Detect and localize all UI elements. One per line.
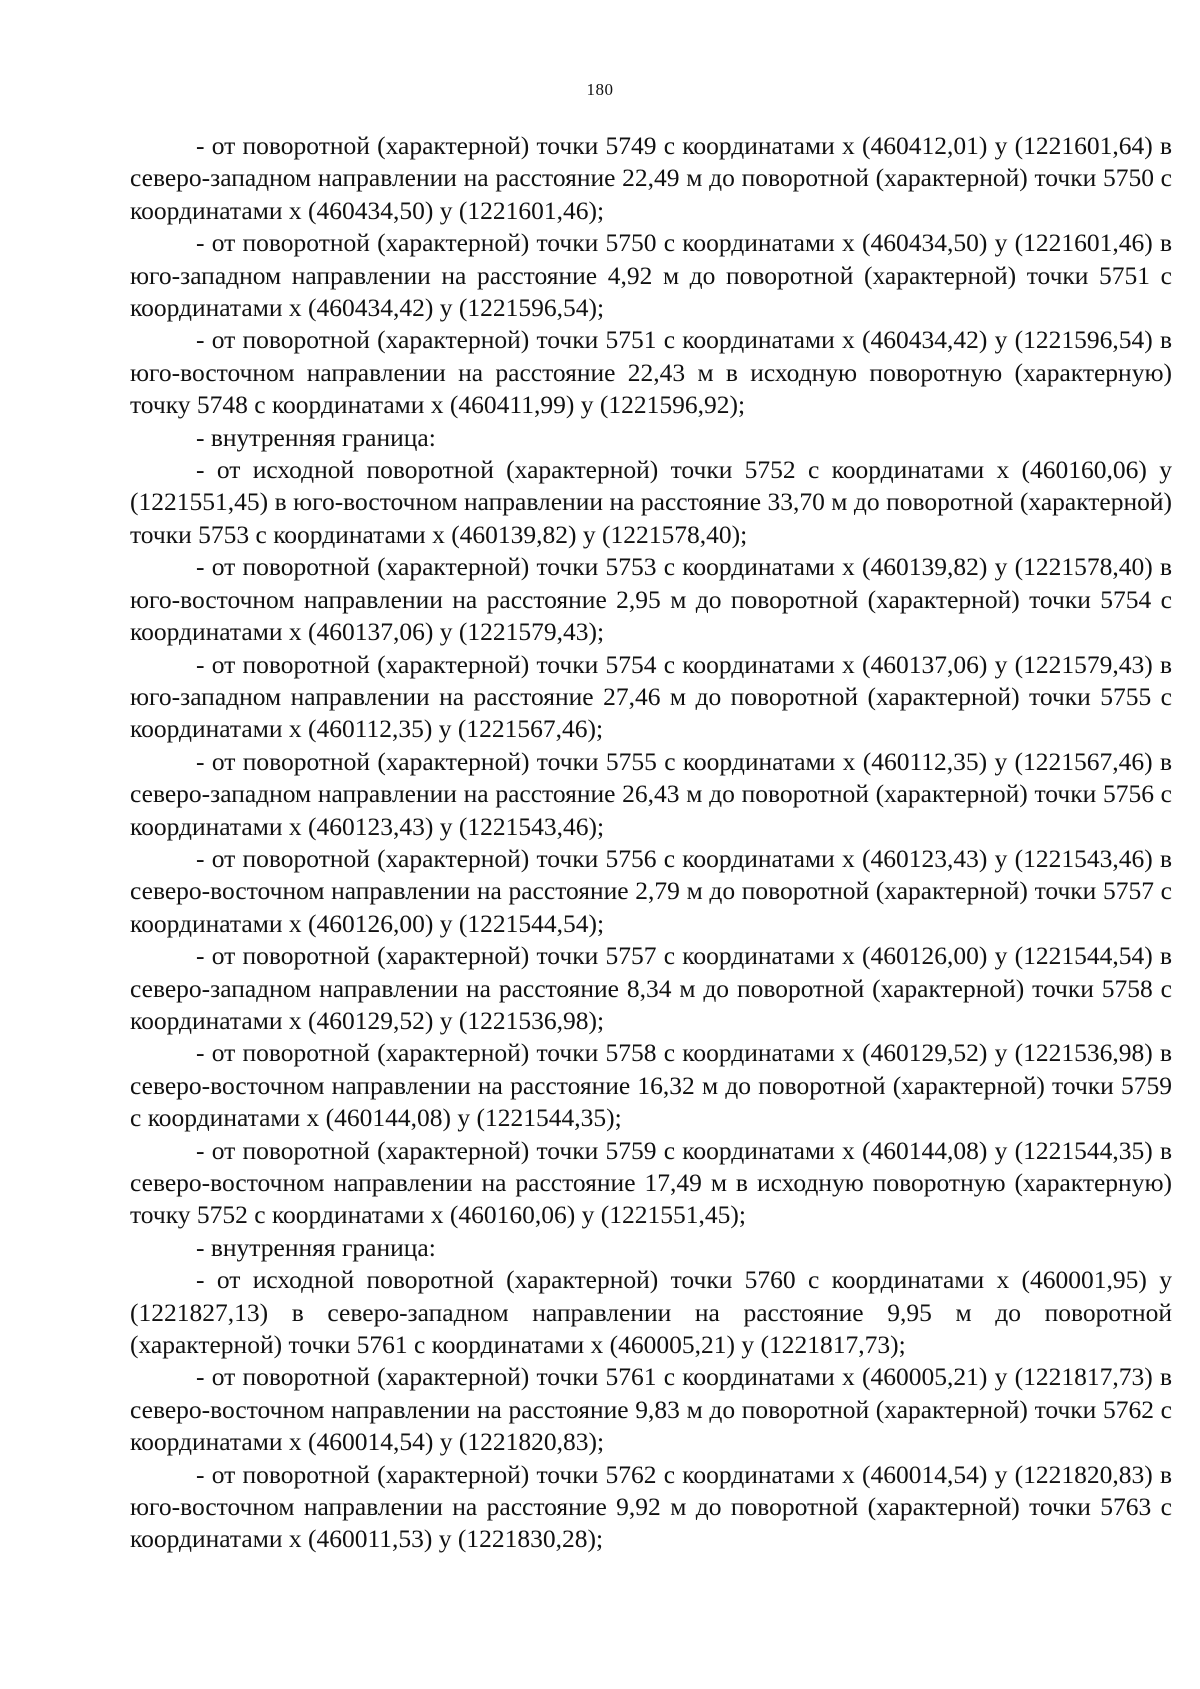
boundary-segment-paragraph: - от поворотной (характерной) точки 5758 с координатами x (460129,52) y (1221536,98) в северо-восточном направлении на расстояние 16,32 м до поворотной (характерной) точки 5759 с координатами x (460144,08) y (1221544,35); (130, 1038, 1172, 1133)
boundary-segment-paragraph: - от поворотной (характерной) точки 5756 с координатами x (460123,43) y (1221543,46) в северо-восточном направлении на расстояние 2,79 м до поворотной (характерной) точки 5757 с координатами x (460126,00) y (1221544,54); (130, 843, 1172, 938)
boundary-segment-paragraph: - от поворотной (характерной) точки 5749 с координатами x (460412,01) y (1221601,64) в северо-западном направлении на расстояние 22,49 м до поворотной (характерной) точки 5750 с координатами x (460434,50) y (1221601,46); (130, 131, 1172, 225)
boundary-segment-paragraph: - от поворотной (характерной) точки 5757 с координатами x (460126,00) y (1221544,54) в северо-западном направлении на расстояние 8,34 м до поворотной (характерной) точки 5758 с координатами x (460129,52) y (1221536,98); (130, 941, 1172, 1035)
boundary-segment-paragraph: - от исходной поворотной (характерной) точки 5760 с координатами x (460001,95) y (1221827,13) в северо-западном направлении на расстояние 9,95 м до поворотной (характерной) точки 5761 с координатами x (460005,21) y (1221817,73); (130, 1265, 1172, 1360)
boundary-segment-paragraph: - от исходной поворотной (характерной) точки 5752 с координатами x (460160,06) y (1221551,45) в юго-восточном направлении на расстояние 33,70 м до поворотной (характерной) точки 5753 с координатами x (460139,82) y (1221578,40); (130, 455, 1172, 549)
boundary-segment-paragraph: - от поворотной (характерной) точки 5754 с координатами x (460137,06) y (1221579,43) в юго-западном направлении на расстояние 27,46 м до поворотной (характерной) точки 5755 с координатами x (460112,35) y (1221567,46); (130, 649, 1172, 744)
boundary-segment-paragraph: - от поворотной (характерной) точки 5750 с координатами x (460434,50) y (1221601,46) в юго-западном направлении на расстояние 4,92 м до поворотной (характерной) точки 5751 с координатами x (460434,42) y (1221596,54); (130, 228, 1172, 323)
boundary-segment-paragraph: - от поворотной (характерной) точки 5755 с координатами x (460112,35) y (1221567,46) в северо-западном направлении на расстояние 26,43 м до поворотной (характерной) точки 5756 с координатами x (460123,43) y (1221543,46); (130, 746, 1172, 841)
document-body (130, 130, 1172, 1556)
boundary-segment-paragraph: - от поворотной (характерной) точки 5751 с координатами x (460434,42) y (1221596,54) в юго-восточном направлении на расстояние 22,43 м в исходную поворотную (характерную) точку 5748 с координатами x (460411,99) y (1221596,92); (130, 325, 1172, 420)
page-number: 180 (586, 80, 614, 99)
boundary-segment-paragraph: - от поворотной (характерной) точки 5761 с координатами x (460005,21) y (1221817,73) в северо-восточном направлении на расстояние 9,83 м до поворотной (характерной) точки 5762 с координатами x (460014,54) y (1221820,83); (130, 1362, 1172, 1457)
inner-boundary-heading: - внутренняя граница: (196, 1232, 436, 1262)
boundary-segment-paragraph: - от поворотной (характерной) точки 5753 с координатами x (460139,82) y (1221578,40) в юго-восточном направлении на расстояние 2,95 м до поворотной (характерной) точки 5754 с координатами x (460137,06) y (1221579,43); (130, 552, 1172, 647)
inner-boundary-heading: - внутренняя граница: (196, 422, 436, 452)
boundary-segment-paragraph: - от поворотной (характерной) точки 5759 с координатами x (460144,08) y (1221544,35) в северо-восточном направлении на расстояние 17,49 м в исходную поворотную (характерную) точку 5752 с координатами x (460160,06) y (1221551,45); (130, 1135, 1172, 1230)
boundary-segment-paragraph: - от поворотной (характерной) точки 5762 с координатами x (460014,54) y (1221820,83) в юго-восточном направлении на расстояние 9,92 м до поворотной (характерной) точки 5763 с координатами x (460011,53) y (1221830,28); (130, 1459, 1172, 1554)
